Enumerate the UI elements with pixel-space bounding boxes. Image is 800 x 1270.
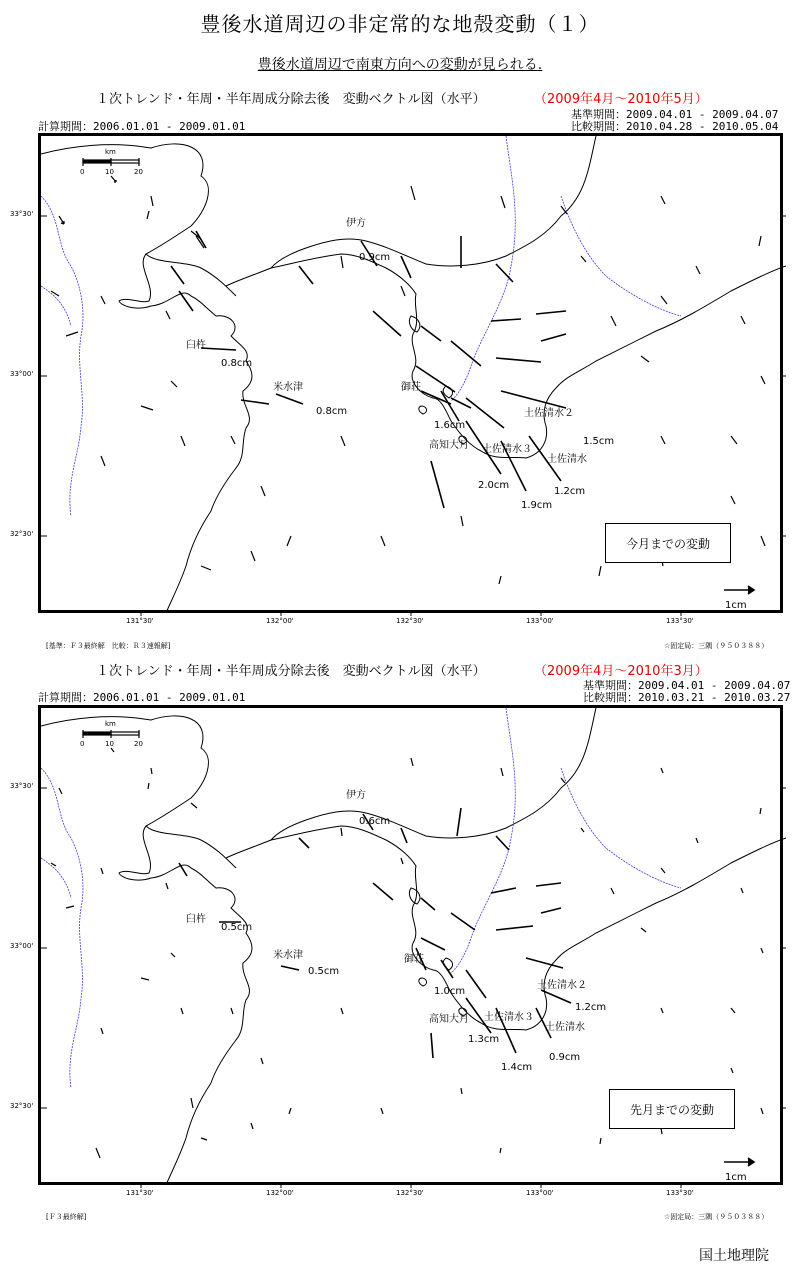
panel2-fixed-station: ☆固定局：三隅（９５０３８８） <box>664 1213 769 1221</box>
station-value-yonouzu: 0.8cm <box>316 406 348 417</box>
scale-tick-10: 10 <box>105 168 114 176</box>
panel2-lon-132-00: 132°00' <box>266 1189 294 1197</box>
station-label-tosashimizu: 土佐清水 <box>547 454 587 465</box>
station-value-tosashimizu: 1.2cm <box>554 486 586 497</box>
panel1-lon-132-00: 132°00' <box>266 617 294 625</box>
p2-station-value-tosashimizu3: 1.4cm <box>501 1062 533 1073</box>
scale-unit-2: km <box>105 720 116 728</box>
panel1-fixed-station: ☆固定局：三隅（９５０３８８） <box>664 642 769 650</box>
map-panel-current <box>38 133 783 613</box>
station-label-kochiotsuki: 高知大月 <box>429 440 469 451</box>
station-label-usuki: 臼杵 <box>186 340 206 351</box>
coastline-shikoku-south <box>481 266 786 458</box>
panel1-lat-33-30: 33°30' <box>10 210 34 218</box>
panel2-lon-131-30: 131°30' <box>126 1189 154 1197</box>
vector-usuki <box>201 348 236 350</box>
panel2-lon-133-30: 133°30' <box>666 1189 694 1197</box>
station-label-misho: 御荘 <box>401 382 421 393</box>
panel1-lat-33-00: 33°00' <box>10 370 34 378</box>
p2-station-label-tosashimizu2: 土佐清水２ <box>537 980 587 991</box>
organization-name: 国土地理院 <box>699 1248 769 1264</box>
panel2-lat-33-30: 33°30' <box>10 782 34 790</box>
p2-station-label-tosashimizu: 土佐清水 <box>545 1022 585 1033</box>
station-label-tosashimizu3: 土佐清水３ <box>482 444 532 455</box>
p2-station-value-kochiotsuki: 1.3cm <box>468 1034 500 1045</box>
panel1-cmp-period: 比較期間：2010.04.28 - 2010.05.04 <box>571 120 779 133</box>
station-value-kochiotsuki: 2.0cm <box>478 480 510 491</box>
panel2-heading: １次トレンド・年周・半年周成分除去後 変動ベクトル図（水平） <box>96 664 486 679</box>
island-3 <box>419 406 427 414</box>
panel1-source-note: [基準：Ｆ３最終解 比較：Ｒ３速報解] <box>46 642 171 650</box>
p2-station-label-kochiotsuki: 高知大月 <box>429 1014 469 1025</box>
p2-station-value-ikata: 0.6cm <box>359 816 391 827</box>
prefecture-border-2 <box>41 286 71 326</box>
panel1-legend-box: 今月までの変動 <box>605 523 731 563</box>
panel2-source-note: [Ｆ３最終解] <box>46 1213 87 1221</box>
panel1-lat-32-30: 32°30' <box>10 530 34 538</box>
vector-sadamisaki <box>299 266 313 284</box>
station-value-misho: 1.6cm <box>434 420 466 431</box>
vector-yonouzu <box>276 394 303 404</box>
panel2-calc-period: 計算期間：2006.01.01 - 2009.01.01 <box>38 691 246 704</box>
station-value-ikata: 0.9cm <box>359 252 391 263</box>
panel2-ref-period: 基準期間：2009.04.01 - 2009.04.07 <box>583 679 791 692</box>
panel2-lat-32-30: 32°30' <box>10 1102 34 1110</box>
station-label-yonouzu: 米水津 <box>273 382 303 393</box>
scale-tick-10-2: 10 <box>105 740 114 748</box>
panel1-period: （2009年4月～2010年5月） <box>534 92 708 107</box>
scale-tick-20-2: 20 <box>134 740 143 748</box>
panel1-calc-period: 計算期間：2006.01.01 - 2009.01.01 <box>38 120 246 133</box>
page-title: 豊後水道周辺の非定常的な地殻変動（１） <box>200 12 600 36</box>
panel2-period: （2009年4月～2010年3月） <box>534 664 708 679</box>
prefecture-border-3 <box>451 136 515 401</box>
scale-unit: km <box>105 148 116 156</box>
map-panel-previous <box>38 705 783 1185</box>
station-label-ikata: 伊方 <box>346 218 366 229</box>
scale-tick-20: 20 <box>134 168 143 176</box>
panel2-cmp-period: 比較期間：2010.03.21 - 2010.03.27 <box>583 691 791 704</box>
p2-station-label-misho: 御荘 <box>404 954 424 965</box>
station-value-tosashimizu3: 1.9cm <box>521 500 553 511</box>
panel2-lon-133-00: 133°00' <box>526 1189 554 1197</box>
p2-station-label-ikata: 伊方 <box>346 790 366 801</box>
coastline-sadamisaki <box>226 268 271 286</box>
station-value-usuki: 0.8cm <box>221 358 253 369</box>
panel1-lon-133-30: 133°30' <box>666 617 694 625</box>
panel1-scale-label: 1cm <box>725 600 747 611</box>
panel1-lon-133-00: 133°00' <box>526 617 554 625</box>
panel1-ref-period: 基準期間：2009.04.01 - 2009.04.07 <box>571 108 779 121</box>
panel1-lon-131-30: 131°30' <box>126 617 154 625</box>
station-label-tosashimizu2: 土佐清水２ <box>524 408 574 419</box>
station-value-tosashimizu2: 1.5cm <box>583 436 615 447</box>
page-subtitle: 豊後水道周辺で南東方向への変動が見られる. <box>257 57 543 73</box>
panel2-legend-box: 先月までの変動 <box>609 1089 735 1129</box>
p2-station-label-yonouzu: 米水津 <box>273 950 303 961</box>
p2-station-value-tosashimizu: 0.9cm <box>549 1052 581 1063</box>
p2-station-value-misho: 1.0cm <box>434 986 466 997</box>
p2-station-value-yonouzu: 0.5cm <box>308 966 340 977</box>
scale-tick-0-2: 0 <box>80 740 85 748</box>
p2-station-label-tosashimizu3: 土佐清水３ <box>484 1012 534 1023</box>
panel1-heading: １次トレンド・年周・半年周成分除去後 変動ベクトル図（水平） <box>96 92 486 107</box>
panel2-lon-132-30: 132°30' <box>396 1189 424 1197</box>
p2-station-value-usuki: 0.5cm <box>221 922 253 933</box>
coastline-kyushu-bay <box>146 254 236 296</box>
panel2-lat-33-00: 33°00' <box>10 942 34 950</box>
km-scale-bar <box>83 158 139 166</box>
coastline-kyushu <box>41 144 252 613</box>
p2-station-value-tosashimizu2: 1.2cm <box>575 1002 607 1013</box>
p2-station-label-usuki: 臼杵 <box>186 914 206 925</box>
panel2-scale-label: 1cm <box>725 1172 747 1183</box>
panel1-lon-132-30: 132°30' <box>396 617 424 625</box>
km-scale-bar-2 <box>83 730 139 738</box>
vector-tosashimizu2 <box>501 391 566 408</box>
scale-tick-0: 0 <box>80 168 85 176</box>
prefecture-border-1 <box>41 196 83 516</box>
